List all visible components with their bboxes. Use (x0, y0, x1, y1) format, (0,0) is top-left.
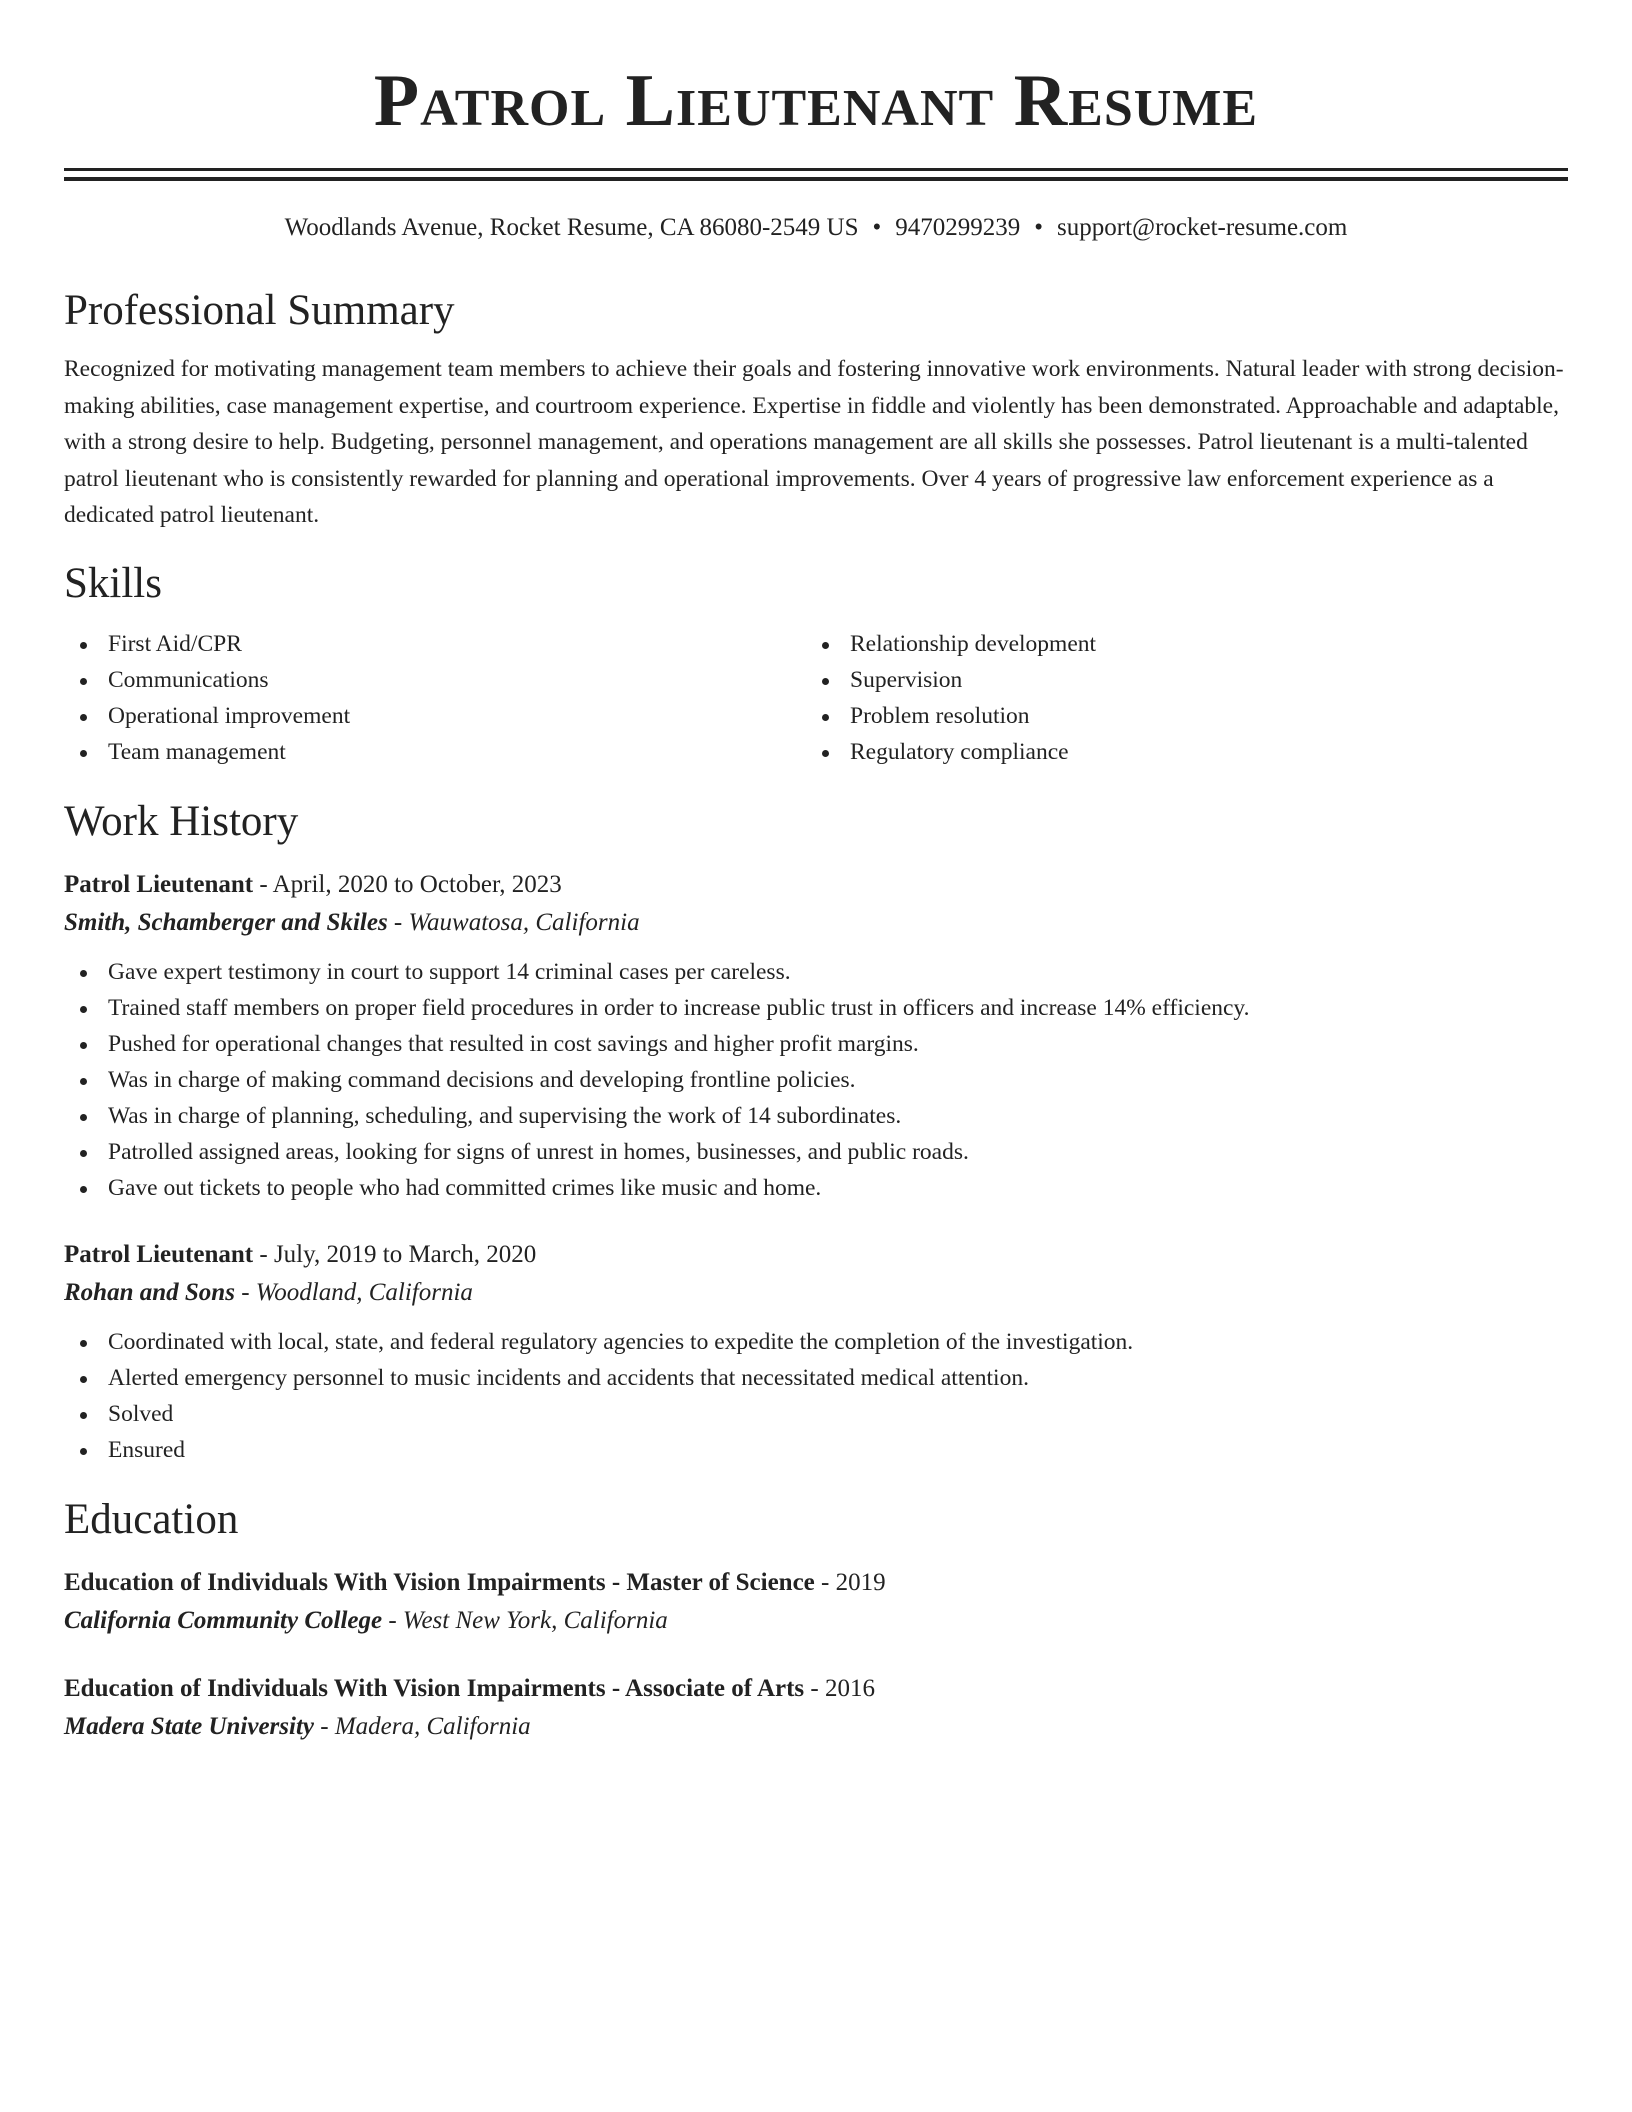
job-duty: Ensured (64, 1432, 1568, 1468)
job-dates: - April, 2020 to October, 2023 (253, 870, 562, 898)
job-duty: Gave expert testimony in court to support 14 criminal cases per careless. (64, 954, 1568, 990)
degree-name: Education of Individuals With Vision Impairments - Master of Science (64, 1568, 815, 1596)
contact-phone: 9470299239 (895, 214, 1021, 241)
job-entry (64, 866, 1568, 1206)
employer-location: - Wauwatosa, California (387, 908, 640, 936)
job-duty: Alerted emergency personnel to music incidents and accidents that necessitated medical attention. (64, 1360, 1568, 1396)
summary-heading: Professional Summary (64, 287, 455, 334)
employer-line (64, 904, 1568, 942)
school-name: Madera State University (64, 1712, 314, 1740)
skill-item: Supervision (806, 662, 1548, 698)
contact-address: Woodlands Avenue, Rocket Resume, CA 86080-2549 US (284, 214, 859, 241)
degree-line (64, 1670, 1568, 1708)
school-line (64, 1708, 1568, 1746)
job-duty: Patrolled assigned areas, looking for signs of unrest in homes, businesses, and public roads. (64, 1134, 1568, 1170)
education-heading: Education (64, 1495, 239, 1543)
skills-list (64, 626, 1568, 770)
summary-text: Recognized for motivating management team members to achieve their goals and fostering innovative work environments. Natural leader with strong decision-making abilities, case management expertise, and courtroom experience. Expertise in fiddle and violently has been demonstrated. Approachable and adaptable, with a strong desire to help. Budgeting, personnel management, and operations management are all skills she possesses. Patrol lieutenant is a multi-talented patrol lieutenant who is consistently rewarded for planning and operational improvements. Over 4 years of progressive law enforcement experience as a dedicated patrol lieutenant. (64, 356, 1564, 528)
skill-item: First Aid/CPR (64, 626, 806, 662)
job-duty: Pushed for operational changes that resulted in cost savings and higher profit margins. (64, 1026, 1568, 1062)
employer-location: - Woodland, California (234, 1278, 473, 1306)
work-history-heading: Work History (64, 797, 299, 845)
school-line (64, 1602, 1568, 1640)
contact-email: support@rocket-resume.com (1057, 214, 1348, 241)
skill-item: Problem resolution (806, 698, 1548, 734)
education-entry (64, 1670, 1568, 1746)
degree-year: - 2019 (814, 1568, 886, 1596)
degree-name: Education of Individuals With Vision Impairments - Associate of Arts (64, 1674, 805, 1702)
skill-item: Regulatory compliance (806, 734, 1548, 770)
job-title-line (64, 866, 1568, 904)
title-divider (64, 168, 1568, 181)
job-duty: Trained staff members on proper field procedures in order to increase public trust in officers and increase 14% efficiency. (64, 990, 1568, 1026)
skill-item: Relationship development (806, 626, 1548, 662)
employer-line (64, 1274, 1568, 1312)
job-title: Patrol Lieutenant (64, 870, 254, 898)
contact-line (64, 211, 1568, 245)
job-duties-list (64, 1324, 1568, 1468)
contact-separator: • (1034, 214, 1044, 241)
job-duty: Solved (64, 1396, 1568, 1432)
resume-title: Patrol Lieutenant Resume (373, 60, 1259, 142)
job-dates: - July, 2019 to March, 2020 (253, 1240, 537, 1268)
employer-name: Rohan and Sons (64, 1278, 235, 1306)
contact-separator: • (872, 214, 882, 241)
education-entry (64, 1564, 1568, 1640)
school-location: - Madera, California (314, 1712, 531, 1740)
skill-item: Communications (64, 662, 806, 698)
job-duty: Coordinated with local, state, and federal regulatory agencies to expedite the completion of the investigation. (64, 1324, 1568, 1360)
degree-line (64, 1564, 1568, 1602)
school-name: California Community College (64, 1606, 383, 1634)
job-duties-list (64, 954, 1568, 1206)
job-title-line (64, 1236, 1568, 1274)
school-location: - West New York, California (382, 1606, 668, 1634)
job-duty: Gave out tickets to people who had committed crimes like music and home. (64, 1170, 1568, 1206)
skill-item: Operational improvement (64, 698, 806, 734)
skills-heading: Skills (64, 559, 162, 607)
job-title: Patrol Lieutenant (64, 1240, 254, 1268)
skill-item: Team management (64, 734, 806, 770)
skills-column-right (806, 626, 1548, 770)
employer-name: Smith, Schamberger and Skiles (64, 908, 388, 936)
job-duty: Was in charge of making command decisions and developing frontline policies. (64, 1062, 1568, 1098)
job-duty: Was in charge of planning, scheduling, and supervising the work of 14 subordinates. (64, 1098, 1568, 1134)
skills-column-left (64, 626, 806, 770)
degree-year: - 2016 (804, 1674, 875, 1702)
job-entry (64, 1236, 1568, 1468)
